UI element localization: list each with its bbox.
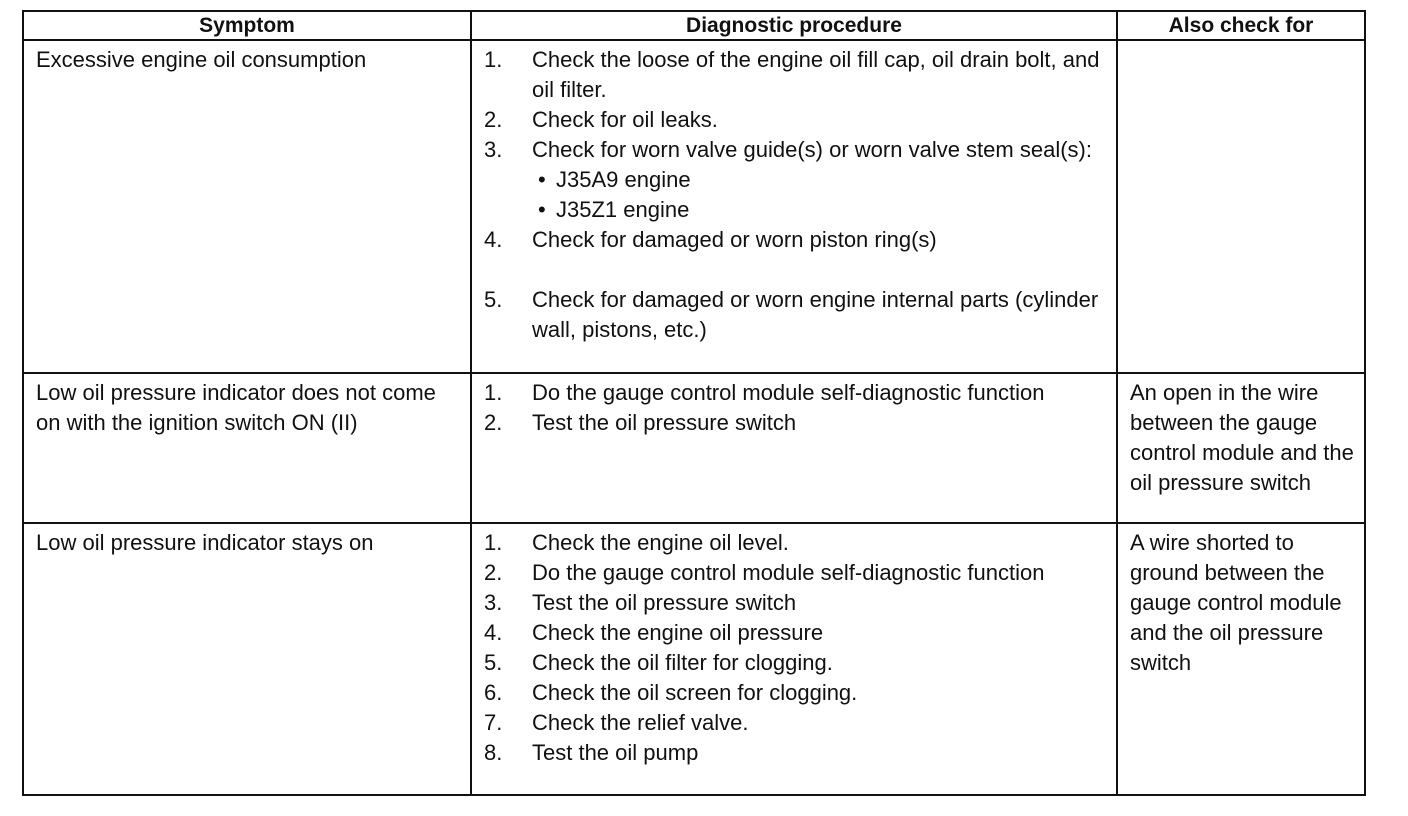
table-row [23, 373, 1365, 523]
also-check-cell: An open in the wire between the gauge control module and the oil pressure switch [1117, 373, 1365, 523]
step-text: Check the engine oil level. [532, 530, 789, 555]
step-number: 4. [484, 227, 503, 252]
step-text: Check the relief valve. [532, 710, 749, 735]
procedure-step [484, 618, 1106, 648]
also-check-cell [1117, 40, 1365, 373]
procedure-steps [484, 378, 1106, 438]
procedure-cell [471, 523, 1117, 795]
step-text: Check the oil screen for clogging. [532, 680, 858, 705]
procedure-step [484, 648, 1106, 678]
sub-item-text: J35A9 engine [556, 167, 691, 192]
step-number: 7. [484, 710, 503, 735]
procedure-step [484, 558, 1106, 588]
header-diagnostic-procedure: Diagnostic procedure [471, 11, 1117, 40]
step-number: 3. [484, 590, 503, 615]
step-number: 1. [484, 47, 503, 72]
step-text: Check for damaged or worn engine internal parts (cylinder wall, pistons, etc.) [532, 287, 1099, 342]
step-text: Test the oil pressure switch [532, 590, 797, 615]
step-number: 1. [484, 530, 503, 555]
step-text: Check the loose of the engine oil fill cap, oil drain bolt, and oil filter. [532, 47, 1100, 102]
step-text: Check for oil leaks. [532, 107, 718, 132]
header-row [23, 11, 1365, 40]
procedure-step [484, 588, 1106, 618]
engine-sublist [532, 165, 1106, 225]
procedure-step [484, 708, 1106, 738]
procedure-steps [484, 528, 1106, 768]
table-row [23, 40, 1365, 373]
step-number: 2. [484, 560, 503, 585]
procedure-step [484, 105, 1106, 135]
symptom-cell: Low oil pressure indicator does not come on with the ignition switch ON (II) [23, 373, 471, 523]
sub-item [538, 165, 1106, 195]
table-row [23, 523, 1365, 795]
bullet-icon: • [538, 197, 546, 222]
step-number: 4. [484, 620, 503, 645]
procedure-step [484, 678, 1106, 708]
procedure-steps [484, 45, 1106, 345]
step-text: Check the engine oil pressure [532, 620, 824, 645]
procedure-step [484, 45, 1106, 105]
step-number: 5. [484, 650, 503, 675]
procedure-step [484, 285, 1106, 345]
bullet-icon: • [538, 167, 546, 192]
step-number: 6. [484, 680, 503, 705]
procedure-step [484, 378, 1106, 408]
step-text: Do the gauge control module self-diagnostic function [532, 560, 1045, 585]
step-text: Do the gauge control module self-diagnostic function [532, 380, 1045, 405]
step-number: 3. [484, 137, 503, 162]
procedure-cell [471, 40, 1117, 373]
step-body [532, 135, 1106, 225]
procedure-step [484, 135, 1106, 225]
sub-item-text: J35Z1 engine [556, 197, 690, 222]
procedure-step [484, 225, 1106, 255]
step-text: Test the oil pump [532, 740, 699, 765]
symptom-cell: Excessive engine oil consumption [23, 40, 471, 373]
step-number: 5. [484, 287, 503, 312]
step-number: 1. [484, 380, 503, 405]
step-number: 2. [484, 410, 503, 435]
step-number: 8. [484, 740, 503, 765]
procedure-step [484, 408, 1106, 438]
step-text: Check for damaged or worn piston ring(s) [532, 227, 937, 252]
also-check-cell: A wire shorted to ground between the gauge control module and the oil pressure switch [1117, 523, 1365, 795]
procedure-step [484, 528, 1106, 558]
symptom-cell: Low oil pressure indicator stays on [23, 523, 471, 795]
procedure-cell [471, 373, 1117, 523]
sub-item [538, 195, 1106, 225]
step-text: Check the oil filter for clogging. [532, 650, 833, 675]
header-also-check-for: Also check for [1117, 11, 1365, 40]
step-text: Test the oil pressure switch [532, 410, 797, 435]
step-text: Check for worn valve guide(s) or worn valve stem seal(s): [532, 137, 1092, 162]
diagnostic-table [22, 10, 1366, 796]
step-number: 2. [484, 107, 503, 132]
header-symptom: Symptom [23, 11, 471, 40]
procedure-step [484, 738, 1106, 768]
